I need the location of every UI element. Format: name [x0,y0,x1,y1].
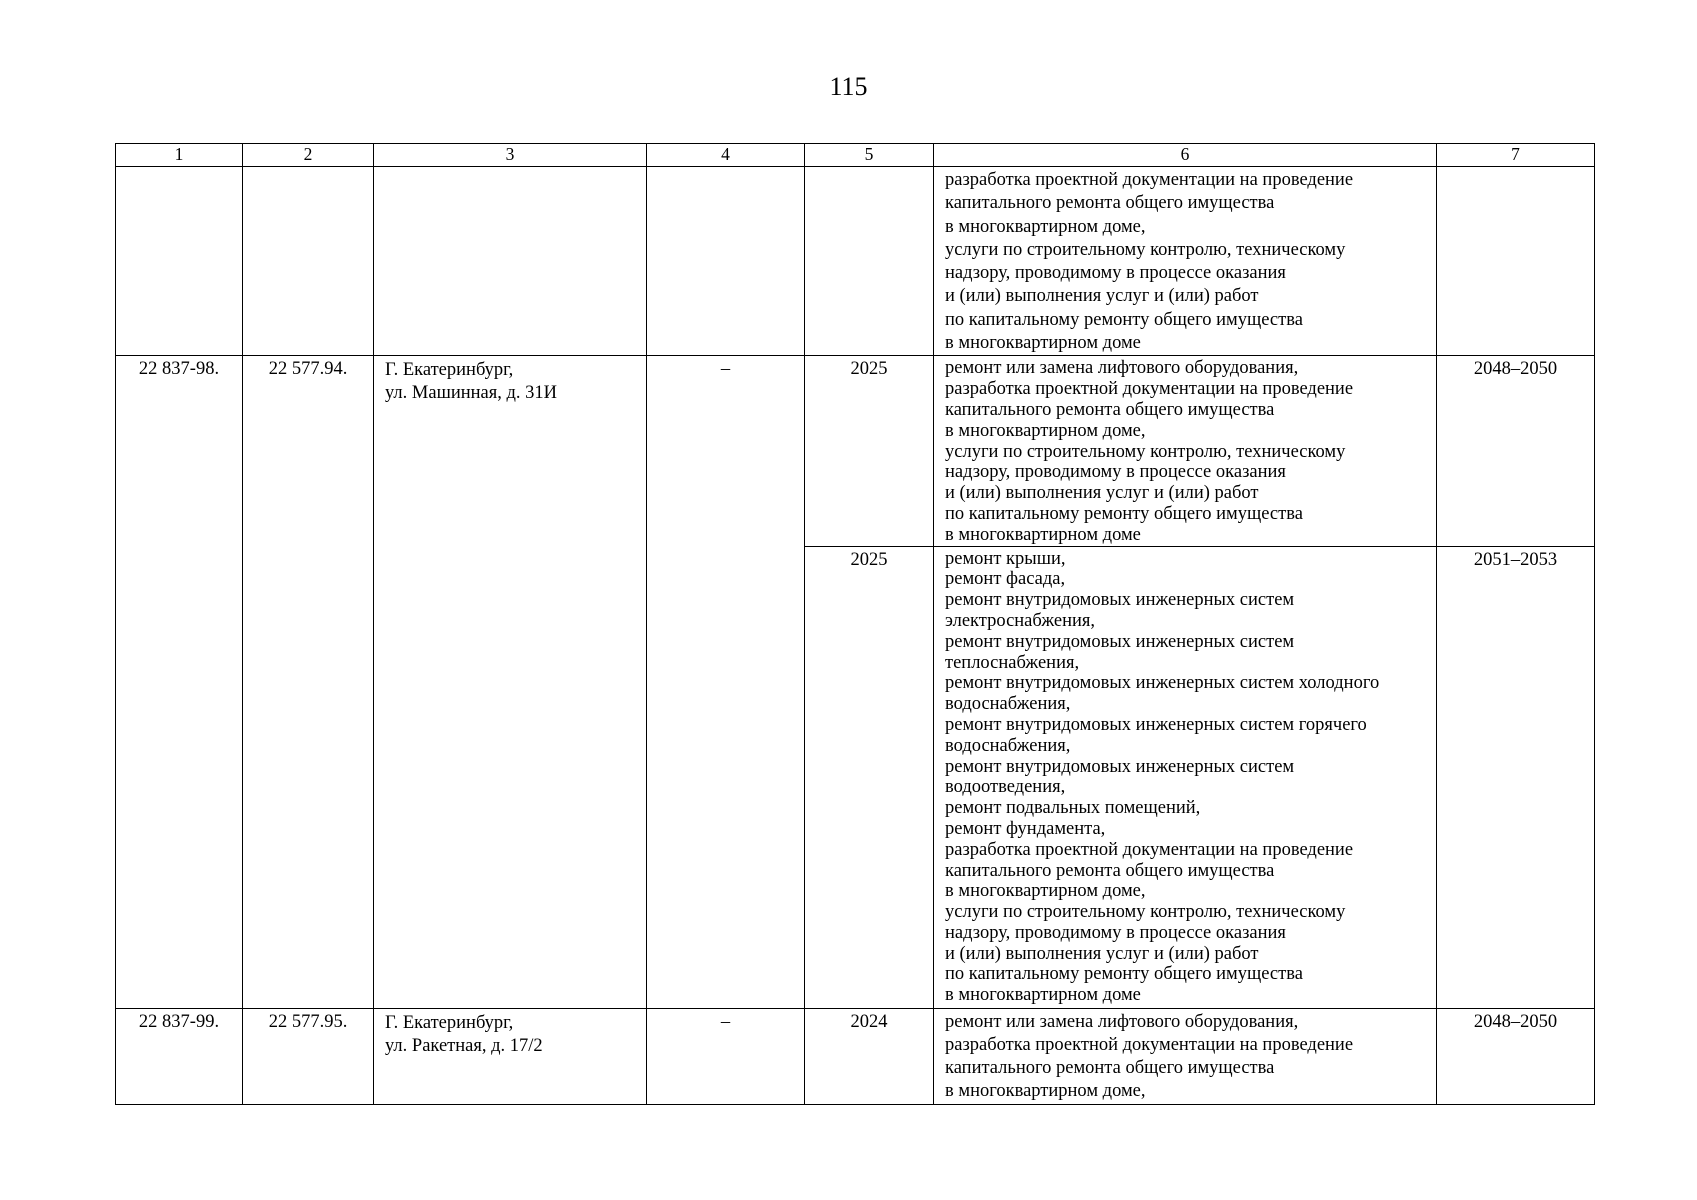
work-line: водоотведения, [945,777,1066,798]
work-line: разработка проектной документации на проведение [945,839,1354,860]
work-line: водоснабжения, [945,735,1071,756]
year-cell: 2024 [805,1008,934,1104]
year-cell: 2025 [805,546,934,1008]
work-line: в многоквартирном доме, [945,1081,1146,1102]
table-cell [116,167,243,356]
period-cell: 2048–2050 [1437,356,1595,546]
work-line: разработка проектной документации на проведение [945,1034,1354,1055]
row-number-cell: 22 837-98. [116,356,243,1008]
header-cell: 6 [934,144,1437,167]
work-line: ремонт фасада, [945,569,1066,590]
header-cell: 4 [647,144,805,167]
works-cell [934,167,1437,356]
work-line: надзору, проводимому в процессе оказания [945,263,1286,284]
header-row [116,144,1595,167]
header-cell: 7 [1437,144,1595,167]
work-line: ремонт или замена лифтового оборудования, [945,1011,1299,1032]
work-line: ремонт внутридомовых инженерных систем [945,631,1295,652]
works-cell [934,1008,1437,1104]
work-line: электроснабжения, [945,610,1096,631]
page-number: 115 [829,72,868,101]
work-line: в многоквартирном доме [945,524,1141,545]
work-line: и (или) выполнения услуг и (или) работ [945,483,1259,504]
work-line: ремонт фундамента, [945,818,1106,839]
table-cell [647,167,805,356]
address-line: Г. Екатеринбург, [385,360,514,381]
capital-repair-table [115,143,1595,1105]
work-line: ремонт внутридомовых инженерных систем холодного [945,673,1380,694]
table-row [116,167,1595,356]
table-cell [374,167,647,356]
work-line: и (или) выполнения услуг и (или) работ [945,943,1259,964]
dash-cell: – [647,1008,805,1104]
address-line: Г. Екатеринбург, [385,1012,514,1033]
header-cell: 3 [374,144,647,167]
works-cell [934,546,1437,1008]
work-line: в многоквартирном доме [945,985,1141,1006]
work-line: разработка проектной документации на проведение [945,379,1354,400]
work-line: в многоквартирном доме [945,333,1141,354]
period-cell: 2048–2050 [1437,1008,1595,1104]
work-line: надзору, проводимому в процессе оказания [945,922,1286,943]
address-cell [374,1008,647,1104]
work-line: капитального ремонта общего имущества [945,193,1275,214]
works-cell [934,356,1437,546]
work-line: ремонт внутридомовых инженерных систем горячего [945,714,1367,735]
work-line: и (или) выполнения услуг и (или) работ [945,286,1259,307]
work-line: ремонт крыши, [945,548,1066,569]
table-cell [1437,167,1595,356]
work-line: ремонт внутридомовых инженерных систем [945,756,1295,777]
work-line: капитального ремонта общего имущества [945,1058,1275,1079]
work-line: по капитальному ремонту общего имущества [945,309,1303,330]
work-line: надзору, проводимому в процессе оказания [945,462,1286,483]
work-line: капитального ремонта общего имущества [945,860,1275,881]
work-line: водоснабжения, [945,694,1071,715]
work-line: капитального ремонта общего имущества [945,399,1275,420]
address-cell [374,356,647,1008]
code-cell: 22 577.95. [243,1008,374,1104]
work-line: теплоснабжения, [945,652,1080,673]
work-line: в многоквартирном доме, [945,881,1146,902]
header-cell: 1 [116,144,243,167]
period-cell: 2051–2053 [1437,546,1595,1008]
work-line: по капитальному ремонту общего имущества [945,964,1303,985]
dash-cell: – [647,356,805,1008]
work-line: услуги по строительному контролю, техническому [945,441,1346,462]
work-line: ремонт или замена лифтового оборудования, [945,358,1299,379]
row-number-cell: 22 837-99. [116,1008,243,1104]
table-cell [805,167,934,356]
work-line: разработка проектной документации на проведение [945,170,1354,190]
work-line: по капитальному ремонту общего имущества [945,503,1303,524]
work-line: в многоквартирном доме, [945,216,1146,237]
table-cell [243,167,374,356]
year-cell: 2025 [805,356,934,546]
header-cell: 2 [243,144,374,167]
work-line: услуги по строительному контролю, техническому [945,239,1346,260]
table-row [116,1008,1595,1104]
code-cell: 22 577.94. [243,356,374,1008]
table-row [116,356,1595,546]
work-line: ремонт подвальных помещений, [945,798,1201,819]
work-line: услуги по строительному контролю, техническому [945,902,1346,923]
address-line: ул. Машинная, д. 31И [385,383,558,404]
address-line: ул. Ракетная, д. 17/2 [385,1035,543,1056]
header-cell: 5 [805,144,934,167]
work-line: ремонт внутридомовых инженерных систем [945,590,1295,611]
work-line: в многоквартирном доме, [945,420,1146,441]
